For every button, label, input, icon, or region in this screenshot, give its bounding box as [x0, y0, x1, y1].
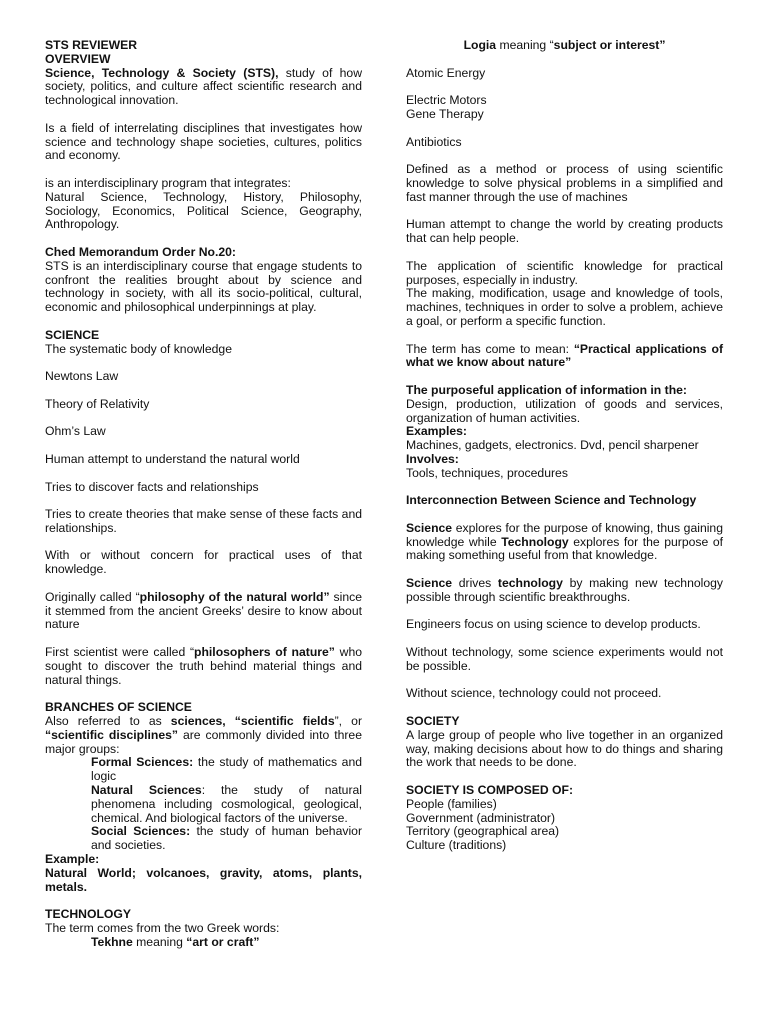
without-science: Without science, technology could not proceed. [406, 686, 662, 701]
atomic-energy: Atomic Energy [406, 65, 486, 80]
create-theories: Tries to create theories that make sense of these facts and relationships. [45, 507, 362, 535]
interdisciplinary-line: is an interdisciplinary program that integrates: [45, 175, 291, 190]
originally-called: Originally called “philosophy of the natural world” since it stemmed from the ancient Greeks’ desire to know about nature [45, 589, 362, 632]
greek-words: The term comes from the two Greek words: [45, 921, 280, 935]
left-column [45, 39, 362, 950]
ohms-law: Ohm’s Law [45, 424, 106, 439]
composed-culture: Culture (traditions) [406, 838, 507, 853]
term-meaning: The term has come to mean: “Practical applications of what we know about nature” [406, 341, 723, 370]
first-scientists: First scientist were called “philosophers of nature” who sought to discover the truth behind material things and natural things. [45, 645, 362, 687]
newtons-law: Newtons Law [45, 369, 119, 384]
practical-concern: With or without concern for practical uses of that knowledge. [45, 548, 362, 577]
composed-people: People (families) [406, 796, 497, 811]
discover-facts: Tries to discover facts and relationships [45, 479, 259, 494]
without-technology: Without technology, some science experiments would not be possible. [406, 645, 723, 673]
right-column [406, 39, 723, 853]
human-attempt-change: Human attempt to change the world by creating products that can help people. [406, 217, 723, 246]
overview-heading: OVERVIEW [45, 51, 111, 66]
branches-heading: BRANCHES OF SCIENCE [45, 700, 192, 715]
doc-title: STS REVIEWER [45, 38, 138, 52]
human-attempt-understand: Human attempt to understand the natural world [45, 451, 300, 466]
purposeful-heading: The purposeful application of information in the: [406, 382, 687, 397]
science-definition: The systematic body of knowledge [45, 341, 232, 356]
tekhne-line: Tekhne meaning “art or craft” [91, 934, 260, 949]
theory-relativity: Theory of Relativity [45, 396, 150, 411]
society-heading: SOCIETY [406, 714, 460, 729]
example-label: Example: [45, 852, 100, 867]
science-explores: Science explores for the purpose of knowing, thus gaining knowledge while Technology explores for the purpose of making something useful from that knowledge. [406, 520, 723, 563]
technology-defined: Defined as a method or process of using scientific knowledge to solve physical problems in a simplified and fast manner through the use of machines [406, 162, 723, 204]
social-sciences: Social Sciences: the study of human behavior and societies. [91, 824, 362, 853]
branches-intro: Also referred to as sciences, “scientific fields”, or “scientific disciplines” are commonly divided into three major groups: [45, 714, 362, 756]
logia-line: Logia meaning “subject or interest” [463, 38, 666, 52]
example-text: Natural World; volcanoes, gravity, atoms, plants, metals. [45, 865, 362, 894]
society-definition: A large group of people who live together in an organized way, making decisions about how to do things and sharing the work that needs to be done. [406, 727, 723, 770]
composed-heading: SOCIETY IS COMPOSED OF: [406, 783, 574, 798]
interconnection-heading: Interconnection Between Science and Technology [406, 493, 697, 508]
field-definition: Is a field of interrelating disciplines that investigates how science and technology shape societies, cultures, politics and economy. [45, 120, 362, 163]
making-text: The making, modification, usage and knowledge of tools, machines, techniques in order to solve a problem, achieve a goal, or perform a specific function. [406, 286, 723, 328]
formal-sciences: Formal Sciences: the study of mathematics and logic [91, 755, 362, 784]
involves-label: Involves: [406, 451, 459, 466]
electric-motors: Electric Motors [406, 93, 487, 108]
science-heading: SCIENCE [45, 327, 100, 342]
interdisciplinary-list: Natural Science, Technology, History, Philosophy, Sociology, Economics, Political Science, Geography, Anthropology. [45, 189, 362, 232]
natural-sciences: Natural Sciences: the study of natural phenomena including cosmological, geological, chemical. And biological factors of the universe. [91, 783, 362, 825]
purposeful-text: Design, production, utilization of goods and services, organization of human activities. [406, 396, 723, 425]
ched-heading: Ched Memorandum Order No.20: [45, 244, 236, 259]
application-text: The application of scientific knowledge for practical purposes, especially in industry. [406, 258, 723, 287]
examples-label: Examples: [406, 424, 467, 439]
composed-territory: Territory (geographical area) [406, 824, 560, 839]
sts-definition: Science, Technology & Society (STS), study of how society, politics, and culture affect scientific research and technological innovation. [45, 65, 362, 108]
examples-text: Machines, gadgets, electronics. Dvd, pencil sharpener [406, 438, 699, 453]
gene-therapy: Gene Therapy [406, 106, 484, 121]
composed-government: Government (administrator) [406, 810, 556, 825]
ched-text: STS is an interdisciplinary course that engage students to confront the realities brought about by science and technology in society, with all its socio-political, cultural, economic and philosophical underpinnings at play. [45, 258, 362, 315]
antibiotics: Antibiotics [406, 134, 462, 149]
science-drives: Science drives technology by making new technology possible through scientific breakthroughs. [406, 576, 723, 604]
technology-heading: TECHNOLOGY [45, 907, 131, 922]
involves-text: Tools, techniques, procedures [406, 465, 568, 480]
engineers-focus: Engineers focus on using science to develop products. [406, 617, 701, 632]
